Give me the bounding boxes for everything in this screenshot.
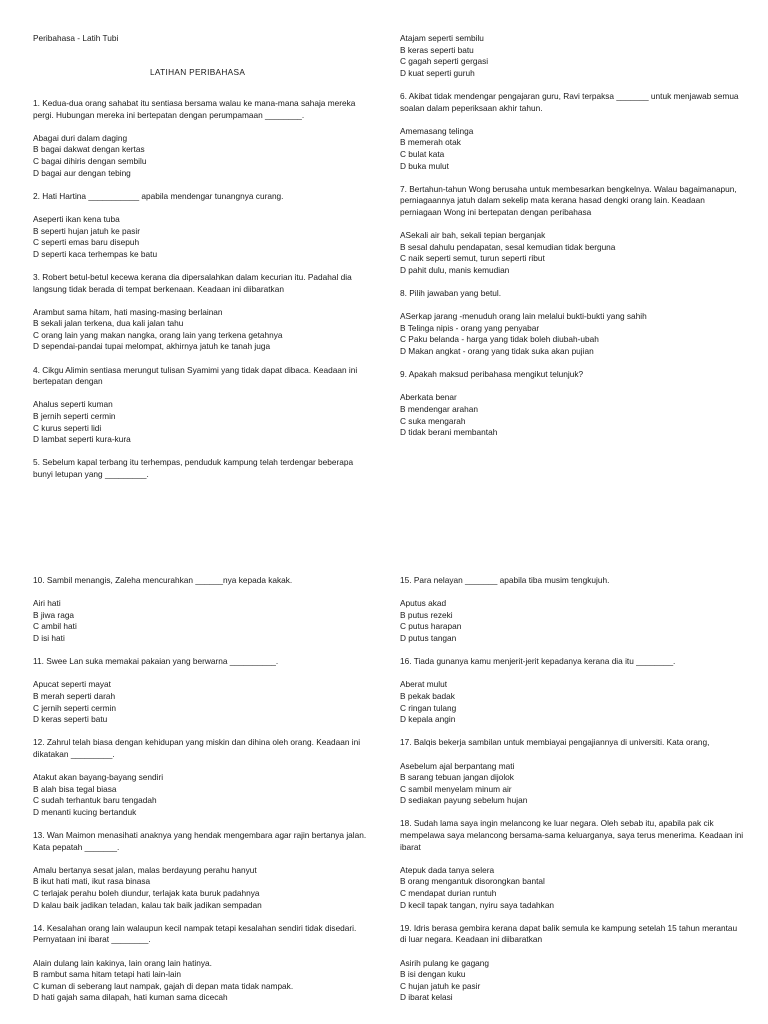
answer-options bbox=[400, 311, 745, 357]
answer-option: D hati gajah sama dilapah, hati kuman sama dicecah bbox=[33, 992, 228, 1003]
answer-options bbox=[33, 679, 373, 725]
answer-option: D lambat seperti kura-kura bbox=[33, 434, 131, 445]
answer-options bbox=[33, 772, 373, 818]
answer-option: Atepuk dada tanya selera bbox=[400, 864, 495, 875]
answer-options bbox=[400, 230, 745, 276]
answer-option: Aberkata benar bbox=[400, 392, 457, 403]
answer-option: B mendengar arahan bbox=[400, 404, 478, 414]
answer-option: D buka mulut bbox=[400, 160, 449, 171]
answer-option: B ikut hati mati, ikut rasa binasa bbox=[33, 876, 151, 887]
answer-options bbox=[400, 865, 745, 911]
answer-option: B keras seperti batu bbox=[400, 44, 474, 55]
answer-option: Alain dulang lain kakinya, lain orang lain hatinya. bbox=[33, 957, 212, 968]
question-text: 18. Sudah lama saya ingin melancong ke luar negara. Oleh sebab itu, apabila pak cik mempelawa saya melancong bersama-sama keluarganya, saya terus menerima. Keadaan ini ibarat bbox=[400, 818, 744, 852]
answer-options bbox=[400, 33, 745, 79]
answer-options bbox=[33, 399, 373, 445]
answer-option: B Telinga nipis - orang yang penyabar bbox=[400, 322, 540, 333]
question-text: 5. Sebelum kapal terbang itu terhempas, penduduk kampung telah terdengar beberapa bunyi letupan yang _________. bbox=[33, 457, 354, 479]
answer-option: D kuat seperti guruh bbox=[400, 67, 475, 78]
question-text: 3. Robert betul-betul kecewa kerana dia dipersalahkan dalam kecurian itu. Padahal dia langsung tidak berada di tempat berkenaan. Keadaan ini diibaratkan bbox=[33, 271, 352, 294]
answer-option: Ahalus seperti kuman bbox=[33, 399, 113, 410]
page2-left-column bbox=[33, 575, 373, 1016]
question-text: 19. Idris berasa gembira kerana dapat balik semula ke kampung setelah 15 tahun merantau di luar negara. Keadaan ini diibaratkan bbox=[400, 922, 738, 945]
question-block bbox=[33, 457, 373, 480]
answer-option: D tidak berani membantah bbox=[400, 427, 498, 438]
answer-option: C bulat kata bbox=[400, 148, 445, 159]
answer-options bbox=[400, 679, 745, 725]
answer-option: C orang lain yang makan nangka, orang lain yang terkena getahnya bbox=[33, 329, 283, 340]
answer-option: B jiwa raga bbox=[33, 609, 75, 620]
answer-option: Asirih pulang ke gagang bbox=[400, 957, 490, 968]
answer-option: C kurus seperti lidi bbox=[33, 422, 102, 433]
answer-option: C naik seperti semut, turun seperti ribut bbox=[400, 253, 545, 264]
answer-options bbox=[400, 392, 745, 438]
answer-option: D seperti kaca terhempas ke batu bbox=[33, 248, 158, 259]
answer-option: B sekali jalan terkena, dua kali jalan tahu bbox=[33, 318, 184, 329]
answer-option: B orang mengantuk disorongkan bantal bbox=[400, 876, 545, 887]
question-text: 17. Balqis bekerja sambilan untuk membiayai pengajiannya di universiti. Kata orang, bbox=[400, 737, 710, 748]
answer-option: D keras seperti batu bbox=[33, 714, 108, 725]
answer-option: D kecil tapak tangan, nyiru saya tadahkan bbox=[400, 899, 555, 910]
answer-option: C terlajak perahu boleh diundur, terlajak kata buruk padahnya bbox=[33, 888, 260, 899]
answer-option: Aberat mulut bbox=[400, 679, 448, 690]
answer-options bbox=[33, 214, 373, 260]
answer-option: C gagah seperti gergasi bbox=[400, 56, 489, 67]
answer-option: B sesal dahulu pendapatan, sesal kemudian tidak berguna bbox=[400, 241, 616, 252]
answer-option: Aseperti ikan kena tuba bbox=[33, 213, 120, 224]
question-text: 4. Cikgu Alimin sentiasa merungut tulisan Syamimi yang tidak dapat dibaca. Keadaan ini bertepatan dengan bbox=[33, 364, 358, 387]
question-text: 8. Pilih jawaban yang betul. bbox=[400, 288, 502, 299]
question-text: 16. Tiada gunanya kamu menjerit-jerit kepadanya kerana dia itu ________. bbox=[400, 656, 676, 667]
answer-options bbox=[33, 598, 373, 644]
answer-option: C Paku belanda - harga yang tidak boleh diubah-ubah bbox=[400, 334, 599, 345]
answer-option: B sarang tebuan jangan dijolok bbox=[400, 772, 514, 783]
question-block bbox=[400, 369, 745, 439]
answer-option: B seperti hujan jatuh ke pasir bbox=[33, 225, 141, 236]
answer-option: B alah bisa tegal biasa bbox=[33, 783, 117, 794]
answer-option: Amalu bertanya sesat jalan, malas berdayung perahu hanyut bbox=[33, 864, 257, 875]
question-text: 7. Bertahun-tahun Wong berusaha untuk membesarkan bengkelnya. Walau bagaimanapun, perniagaannya jatuh dalam sekelip mata kerana hasad dengki orang lain. Keadaan perniagaan Wong ini bertepatan dengan peribahasa bbox=[400, 183, 737, 217]
question-text: 10. Sambil menangis, Zaleha mencurahkan ______nya kepada kakak. bbox=[33, 575, 293, 585]
answer-option: D menanti kucing bertanduk bbox=[33, 806, 137, 817]
answer-option: C sudah terhantuk baru tengadah bbox=[33, 795, 157, 806]
answer-option: C seperti emas baru disepuh bbox=[33, 237, 140, 248]
answer-option: C mendapat durian runtuh bbox=[400, 888, 497, 899]
answer-option: Asebelum ajal berpantang mati bbox=[400, 760, 515, 771]
answer-option: D ibarat kelasi bbox=[400, 992, 453, 1003]
question-block bbox=[400, 923, 745, 1004]
question-block bbox=[33, 365, 373, 446]
answer-options bbox=[400, 126, 745, 172]
question-block bbox=[33, 191, 373, 261]
question-text: 2. Hati Hartina ___________ apabila mendengar tunangnya curang. bbox=[33, 190, 284, 201]
question-text: 12. Zahrul telah biasa dengan kehidupan yang miskin dan dihina oleh orang. Keadaan ini dikatakan _________. bbox=[33, 737, 361, 759]
question-block bbox=[400, 184, 745, 277]
question-text: 6. Akibat tidak mendengar pengajaran guru, Ravi terpaksa _______ untuk menjawab semua soalan dalam peperiksaan akhir tahun. bbox=[400, 90, 739, 113]
answer-option: C putus harapan bbox=[400, 621, 462, 632]
question-block bbox=[33, 272, 373, 353]
question-block bbox=[400, 818, 745, 911]
answer-option: C sambil menyelam minum air bbox=[400, 783, 512, 794]
answer-option: B merah seperti darah bbox=[33, 690, 116, 701]
answer-option: C ringan tulang bbox=[400, 702, 457, 713]
question-text: 9. Apakah maksud peribahasa mengikut telunjuk? bbox=[400, 369, 584, 380]
answer-option: B rambut sama hitam tetapi hati lain-lain bbox=[33, 969, 182, 980]
answer-option: Abagai duri dalam daging bbox=[33, 132, 128, 143]
answer-options bbox=[400, 958, 745, 1004]
answer-option: D sependai-pandai tupai melompat, akhirnya jatuh ke tanah juga bbox=[33, 341, 271, 352]
answer-option: C ambil hati bbox=[33, 621, 77, 632]
worksheet-title: LATIHAN PERIBAHASA bbox=[150, 67, 246, 77]
answer-option: B putus rezeki bbox=[400, 609, 453, 620]
question-text: 15. Para nelayan _______ apabila tiba musim tengkujuh. bbox=[400, 575, 610, 585]
question-block bbox=[33, 923, 373, 1004]
answer-option: D kalau baik jadikan teladan, kalau tak baik jadikan sempadan bbox=[33, 899, 262, 910]
answer-options bbox=[33, 133, 373, 179]
answer-option: B isi dengan kuku bbox=[400, 969, 466, 980]
page2-right-column bbox=[400, 575, 745, 1016]
answer-option: D sediakan payung sebelum hujan bbox=[400, 795, 528, 806]
question-block bbox=[400, 575, 745, 645]
question-text: 14. Kesalahan orang lain walaupun kecil nampak tetapi kesalahan sendiri tidak disedari. Pernyataan ini ibarat ________. bbox=[33, 922, 357, 945]
answer-option: B bagai dakwat dengan kertas bbox=[33, 144, 145, 155]
question-block bbox=[33, 575, 373, 645]
question-block bbox=[33, 656, 373, 726]
question-block bbox=[33, 737, 373, 818]
answer-option: C hujan jatuh ke pasir bbox=[400, 980, 481, 991]
question-text: 11. Swee Lan suka memakai pakaian yang berwarna __________. bbox=[33, 656, 279, 667]
answer-option: B pekak badak bbox=[400, 690, 455, 701]
answer-option: C jernih seperti cermin bbox=[33, 702, 116, 713]
answer-option: B jernih seperti cermin bbox=[33, 411, 116, 422]
answer-option: D isi hati bbox=[33, 632, 65, 643]
question-block bbox=[400, 91, 745, 172]
answer-option: C kuman di seberang laut nampak, gajah di depan mata tidak nampak. bbox=[33, 980, 294, 991]
question-text: 1. Kedua-dua orang sahabat itu sentiasa bersama walau ke mana-mana sahaja mereka pergi. Hubungan mereka ini bertepatan dengan perumpamaan ________. bbox=[33, 98, 356, 120]
answer-option: B memerah otak bbox=[400, 137, 461, 148]
question-block bbox=[400, 33, 745, 79]
question-block bbox=[400, 288, 745, 358]
question-block bbox=[400, 737, 745, 807]
answer-options bbox=[33, 307, 373, 353]
answer-option: D kepala angin bbox=[400, 714, 456, 725]
answer-option: D bagai aur dengan tebing bbox=[33, 167, 131, 178]
page1-left-column bbox=[33, 98, 373, 492]
worksheet-header: Peribahasa - Latih Tubi bbox=[33, 33, 119, 43]
answer-options bbox=[400, 761, 745, 807]
answer-option: Aputus akad bbox=[400, 598, 447, 609]
page1-right-column bbox=[400, 33, 745, 450]
answer-option: C bagai dihiris dengan sembilu bbox=[33, 155, 147, 166]
answer-option: D pahit dulu, manis kemudian bbox=[400, 264, 510, 275]
answer-options bbox=[33, 865, 373, 911]
answer-option: ASekali air bah, sekali tepian berganjak bbox=[400, 230, 546, 241]
question-text: 13. Wan Maimon menasihati anaknya yang hendak mengembara agar rajin bertanya jalan. Kata pepatah _______. bbox=[33, 830, 367, 852]
answer-option: D Makan angkat - orang yang tidak suka akan pujian bbox=[400, 346, 594, 357]
answer-option: Amemasang telinga bbox=[400, 125, 474, 136]
answer-option: C suka mengarah bbox=[400, 415, 466, 426]
answer-options bbox=[400, 598, 745, 644]
answer-option: Apucat seperti mayat bbox=[33, 679, 111, 690]
question-block bbox=[33, 830, 373, 911]
answer-option: Airi hati bbox=[33, 598, 61, 609]
answer-option: Arambut sama hitam, hati masing-masing berlainan bbox=[33, 306, 223, 317]
answer-option: Atajam seperti sembilu bbox=[400, 33, 484, 43]
question-block bbox=[400, 656, 745, 726]
answer-option: ASerkap jarang -menuduh orang lain melalui bukti-bukti yang sahih bbox=[400, 311, 647, 322]
answer-options bbox=[33, 958, 373, 1004]
answer-option: Atakut akan bayang-bayang sendiri bbox=[33, 772, 164, 783]
answer-option: D putus tangan bbox=[400, 632, 457, 643]
question-block bbox=[33, 98, 373, 179]
